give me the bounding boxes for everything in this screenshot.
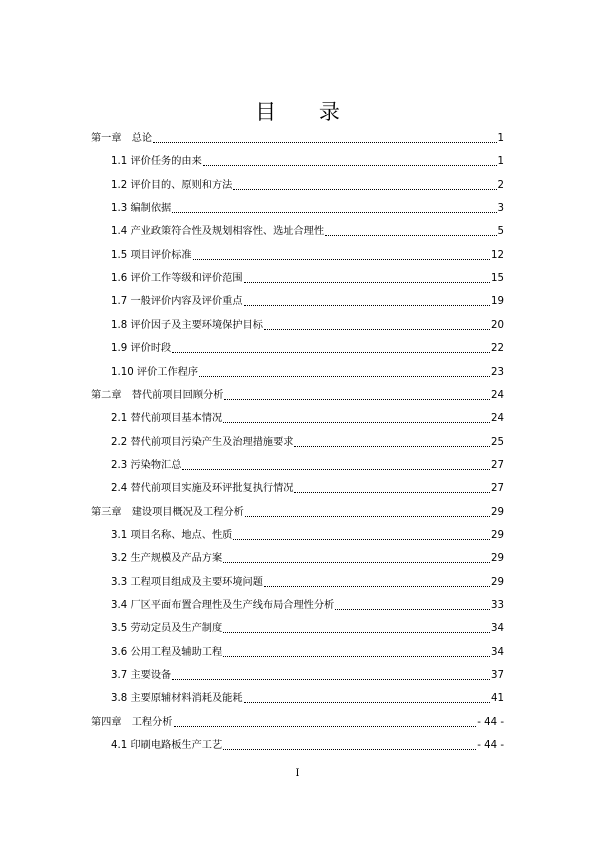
toc-entry-page: 29	[491, 553, 504, 565]
toc-entry-page: 34	[491, 623, 504, 635]
toc-section-entry[interactable]	[111, 315, 504, 333]
toc-section-entry[interactable]	[111, 291, 504, 309]
toc-entry-page: 20	[491, 319, 504, 331]
toc-dot-leader	[172, 352, 490, 353]
toc-entry-label: 3.1 项目名称、地点、性质	[111, 529, 233, 541]
toc-entry-label: 1.4 产业政策符合性及规划相容性、选址合理性	[111, 226, 325, 238]
toc-chapter-entry[interactable]	[91, 128, 504, 146]
toc-section-entry[interactable]	[111, 221, 504, 239]
toc-dot-leader	[203, 165, 497, 166]
toc-chapter-entry[interactable]	[91, 385, 504, 403]
toc-entry-label: 3.6 公用工程及辅助工程	[111, 646, 223, 658]
toc-section-entry[interactable]	[111, 268, 504, 286]
toc-section-entry[interactable]	[111, 245, 504, 263]
toc-dot-leader	[264, 586, 490, 587]
toc-entry-page: 1	[497, 156, 504, 168]
toc-dot-leader	[233, 189, 496, 190]
toc-entry-label: 3.2 生产规模及产品方案	[111, 553, 223, 565]
toc-entry-page: 22	[491, 343, 504, 355]
toc-entry-page: 34	[491, 646, 504, 658]
toc-dot-leader	[244, 702, 491, 703]
toc-entry-page: 24	[491, 413, 504, 425]
toc-section-entry[interactable]	[111, 572, 504, 590]
toc-dot-leader	[223, 656, 490, 657]
toc-section-entry[interactable]	[111, 338, 504, 356]
toc-dot-leader	[294, 492, 490, 493]
toc-section-entry[interactable]	[111, 618, 504, 636]
toc-section-entry[interactable]	[111, 408, 504, 426]
toc-entry-label: 2.3 污染物汇总	[111, 459, 182, 471]
toc-section-entry[interactable]	[111, 478, 504, 496]
toc-entry-page: 5	[497, 226, 504, 238]
toc-entry-label: 第一章 总论	[91, 133, 153, 144]
toc-entry-label: 3.7 主要设备	[111, 670, 172, 682]
toc-section-entry[interactable]	[111, 595, 504, 613]
toc-entry-label: 1.5 项目评价标准	[111, 249, 192, 261]
toc-dot-leader	[245, 516, 490, 517]
toc-dot-leader	[224, 399, 490, 400]
toc-section-entry[interactable]	[111, 688, 504, 706]
toc-section-entry[interactable]	[111, 642, 504, 660]
toc-entry-label: 1.8 评价因子及主要环境保护目标	[111, 319, 263, 331]
toc-entry-label: 1.10 评价工作程序	[111, 366, 199, 378]
toc-entry-label: 2.1 替代前项目基本情况	[111, 413, 223, 425]
toc-section-entry[interactable]	[111, 198, 504, 216]
toc-dot-leader	[264, 329, 490, 330]
toc-entry-label: 3.8 主要原辅材料消耗及能耗	[111, 693, 243, 705]
toc-entry-page: 3	[497, 203, 504, 215]
toc-entry-label: 3.4 厂区平面布置合理性及生产线布局合理性分析	[111, 600, 335, 611]
toc-entry-label: 1.9 评价时段	[111, 343, 172, 355]
toc-dot-leader	[193, 259, 490, 260]
toc-dot-leader	[174, 726, 477, 727]
toc-entry-label: 2.2 替代前项目污染产生及治理措施要求	[111, 436, 294, 448]
toc-dot-leader	[172, 212, 496, 213]
toc-section-entry[interactable]	[111, 548, 504, 566]
toc-section-entry[interactable]	[111, 665, 504, 683]
toc-dot-leader	[325, 235, 497, 236]
toc-dot-leader	[223, 632, 490, 633]
toc-entry-label: 3.5 劳动定员及生产制度	[111, 623, 223, 635]
toc-entry-page: 19	[491, 296, 504, 308]
toc-entry-page: 27	[491, 483, 504, 495]
toc-section-entry[interactable]	[111, 735, 504, 753]
toc-dot-leader	[153, 142, 496, 143]
toc-dot-leader	[244, 282, 491, 283]
toc-entry-page: 24	[491, 389, 504, 401]
toc-section-entry[interactable]	[111, 455, 504, 473]
toc-entry-page: 15	[491, 273, 504, 285]
toc-dot-leader	[199, 376, 490, 377]
toc-dot-leader	[233, 539, 490, 540]
toc-dot-leader	[294, 446, 490, 447]
toc-dot-leader	[335, 609, 490, 610]
toc-dot-leader	[223, 749, 476, 750]
toc-entry-page: 2	[497, 179, 504, 191]
toc-entry-page: 33	[491, 600, 504, 611]
toc-section-entry[interactable]	[111, 175, 504, 193]
toc-entry-page: 29	[491, 529, 504, 541]
toc-entry-page: 29	[491, 506, 504, 518]
toc-entry-page: - 44 -	[477, 716, 504, 728]
toc-entry-label: 1.2 评价目的、原则和方法	[111, 179, 233, 191]
toc-entry-label: 1.1 评价任务的由来	[111, 156, 202, 168]
toc-section-entry[interactable]	[111, 525, 504, 543]
toc-dot-leader	[172, 679, 490, 680]
toc-entry-label: 第四章 工程分析	[91, 716, 173, 728]
toc-dot-leader	[182, 469, 490, 470]
toc-entry-page: 23	[491, 366, 504, 378]
toc-entry-page: 1	[497, 133, 504, 144]
toc-section-entry[interactable]	[111, 151, 504, 169]
toc-entry-page: 29	[491, 576, 504, 588]
toc-title: 目 录	[255, 100, 358, 124]
toc-entry-page: 25	[491, 436, 504, 448]
toc-entry-label: 第二章 替代前项目回顾分析	[91, 389, 224, 401]
toc-entry-label: 3.3 工程项目组成及主要环境问题	[111, 576, 263, 588]
toc-chapter-entry[interactable]	[91, 502, 504, 520]
toc-section-entry[interactable]	[111, 362, 504, 380]
toc-chapter-entry[interactable]	[91, 712, 504, 730]
toc-entry-page: - 44 -	[477, 740, 504, 752]
toc-dot-leader	[223, 562, 490, 563]
toc-entry-label: 1.3 编制依据	[111, 203, 172, 215]
toc-entry-label: 4.1 印刷电路板生产工艺	[111, 740, 223, 752]
toc-dot-leader	[244, 305, 491, 306]
toc-entry-page: 12	[491, 249, 504, 261]
page-number: I	[295, 768, 300, 779]
toc-entry-page: 27	[491, 459, 504, 471]
toc-entry-page: 37	[491, 670, 504, 682]
toc-section-entry[interactable]	[111, 432, 504, 450]
toc-entry-label: 2.4 替代前项目实施及环评批复执行情况	[111, 483, 294, 495]
toc-entry-label: 第三章 建设项目概况及工程分析	[91, 506, 244, 518]
toc-dot-leader	[223, 422, 490, 423]
toc-entry-label: 1.7 一般评价内容及评价重点	[111, 296, 243, 308]
toc-entry-page: 41	[491, 693, 504, 705]
toc-entry-label: 1.6 评价工作等级和评价范围	[111, 273, 243, 285]
